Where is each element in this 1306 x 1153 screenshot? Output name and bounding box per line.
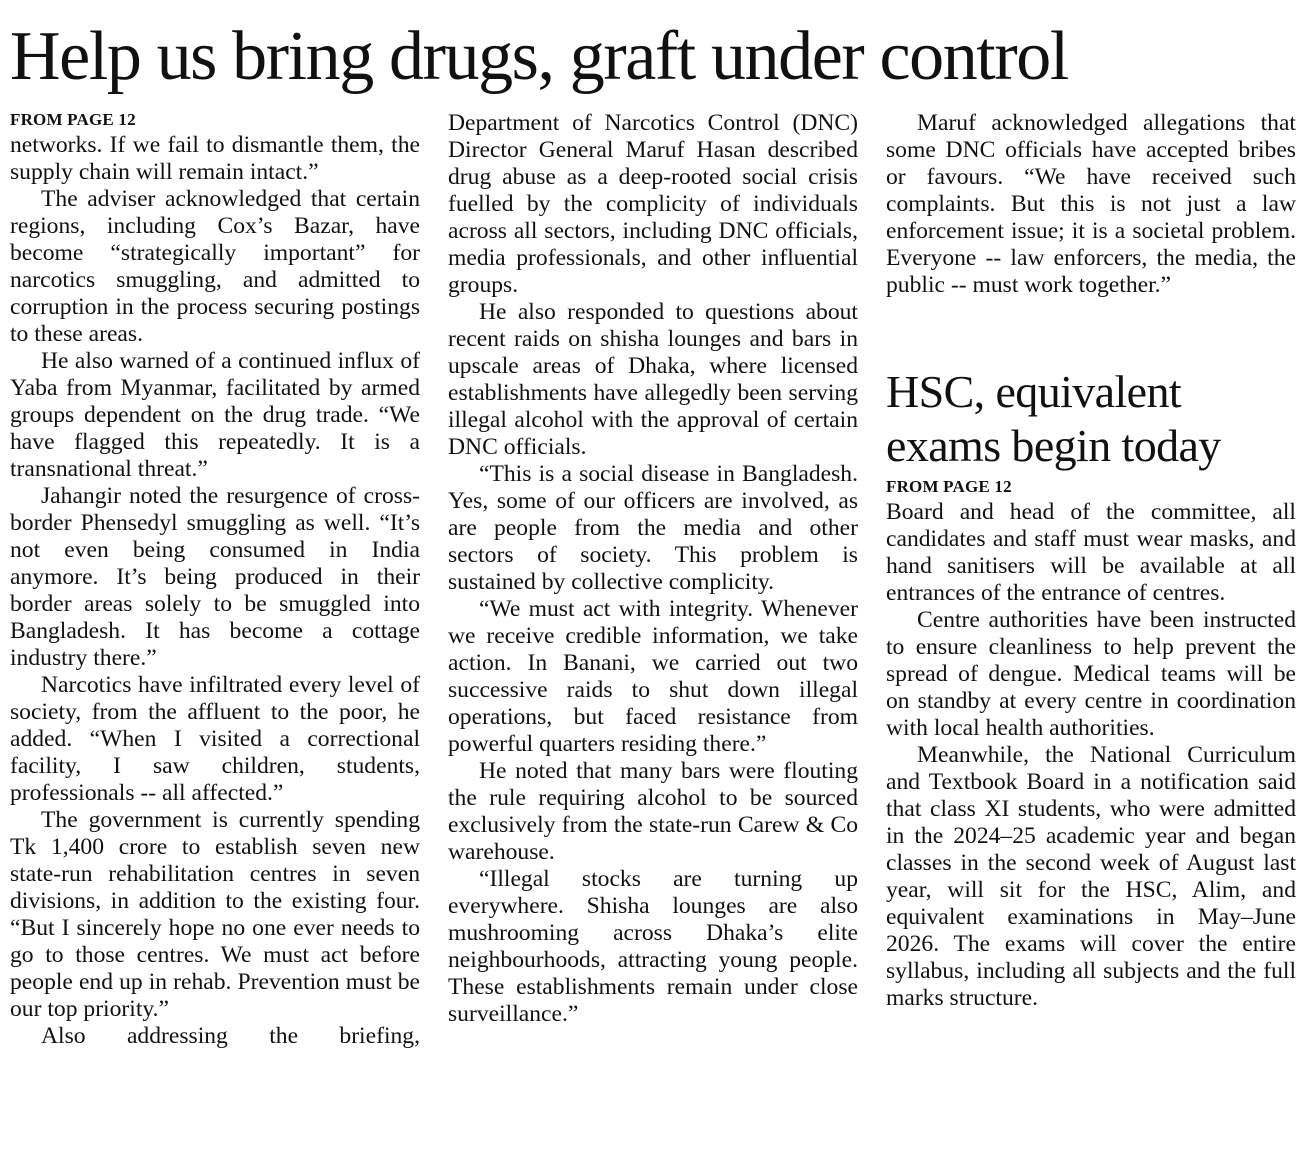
paragraph: Maruf acknowledged allegations that some DNC officials have accepted bribes or favours. “We have received such complaints. But this is not just a law enforcement issue; it is a societal problem. Everyone -- law enforcers, the media, the public -- must work together.” <box>886 110 1296 298</box>
paragraph: “This is a social disease in Bangladesh. Yes, some of our officers are involved, as are people from the media and other sectors of society. This problem is sustained by collective complicity. <box>448 461 858 595</box>
paragraph: Meanwhile, the National Curriculum and Textbook Board in a notification said that class XI students, who were admitted in the 2024–25 academic year and began classes in the second week of August last year, will sit for the HSC, Alim, and equivalent examinations in May–June 2026. The exams will cover the entire syllabus, including all subjects and the full marks structure. <box>886 742 1296 1011</box>
paragraph: He also warned of a continued influx of Yaba from Myanmar, facilitated by armed groups dependent on the drug trade. “We have flagged this repeatedly. It is a transnational threat.” <box>10 348 420 482</box>
paragraph: Jahangir noted the resurgence of cross-border Phensedyl smuggling as well. “It’s not even being consumed in India anymore. It’s being produced in their border areas solely to be smuggled into Bangladesh. It has become a cottage industry there.” <box>10 483 420 671</box>
paragraph: He also responded to questions about recent raids on shisha lounges and bars in upscale areas of Dhaka, where licensed establishments have allegedly been serving illegal alcohol with the approval of certain DNC officials. <box>448 299 858 460</box>
paragraph: “Illegal stocks are turning up everywhere. Shisha lounges are also mushrooming across Dhaka’s elite neighbourhoods, attracting young people. These establishments remain under close surveillance.” <box>448 866 858 1027</box>
main-headline: Help us bring drugs, graft under control <box>10 18 1068 95</box>
paragraph: “We must act with integrity. Whenever we receive credible information, we take action. In Banani, we carried out two successive raids to shut down illegal operations, but faced resistance from powerful quarters residing there.” <box>448 596 858 757</box>
column-2 <box>448 110 858 1028</box>
paragraph: He noted that many bars were flouting the rule requiring alcohol to be sourced exclusively from the state-run Carew & Co warehouse. <box>448 758 858 865</box>
second-headline: HSC, equivalent exams begin today <box>886 366 1221 471</box>
jump-label: FROM PAGE 12 <box>886 477 1012 496</box>
paragraph: Also addressing the briefing, <box>41 1023 420 1049</box>
column-3 <box>886 110 1296 1012</box>
jump-label: FROM PAGE 12 <box>10 110 136 129</box>
paragraph: Board and head of the committee, all candidates and staff must wear masks, and hand sanitisers will be available at all entrances of the entrance of centres. <box>886 499 1296 606</box>
paragraph: The adviser acknowledged that certain regions, including Cox’s Bazar, have become “strategically important” for narcotics smuggling, and admitted to corruption in the process securing postings to these areas. <box>10 186 420 347</box>
paragraph: networks. If we fail to dismantle them, the supply chain will remain intact.” <box>10 132 420 185</box>
paragraph: Narcotics have infiltrated every level of society, from the affluent to the poor, he added. “When I visited a correctional facility, I saw children, students, professionals -- all affected.” <box>10 672 420 806</box>
column-1 <box>10 108 420 1050</box>
paragraph: Department of Narcotics Control (DNC) Director General Maruf Hasan described drug abuse as a deep-rooted social crisis fuelled by the complicity of individuals across all sectors, including DNC officials, media professionals, and other influential groups. <box>448 110 858 298</box>
paragraph: Centre authorities have been instructed to ensure cleanliness to help prevent the spread of dengue. Medical teams will be on standby at every centre in coordination with local health authorities. <box>886 607 1296 741</box>
paragraph: The government is currently spending Tk 1,400 crore to establish seven new state-run rehabilitation centres in seven divisions, in addition to the existing four. “But I sincerely hope no one ever needs to go to those centres. We must act before people end up in rehab. Prevention must be our top priority.” <box>10 807 420 1022</box>
